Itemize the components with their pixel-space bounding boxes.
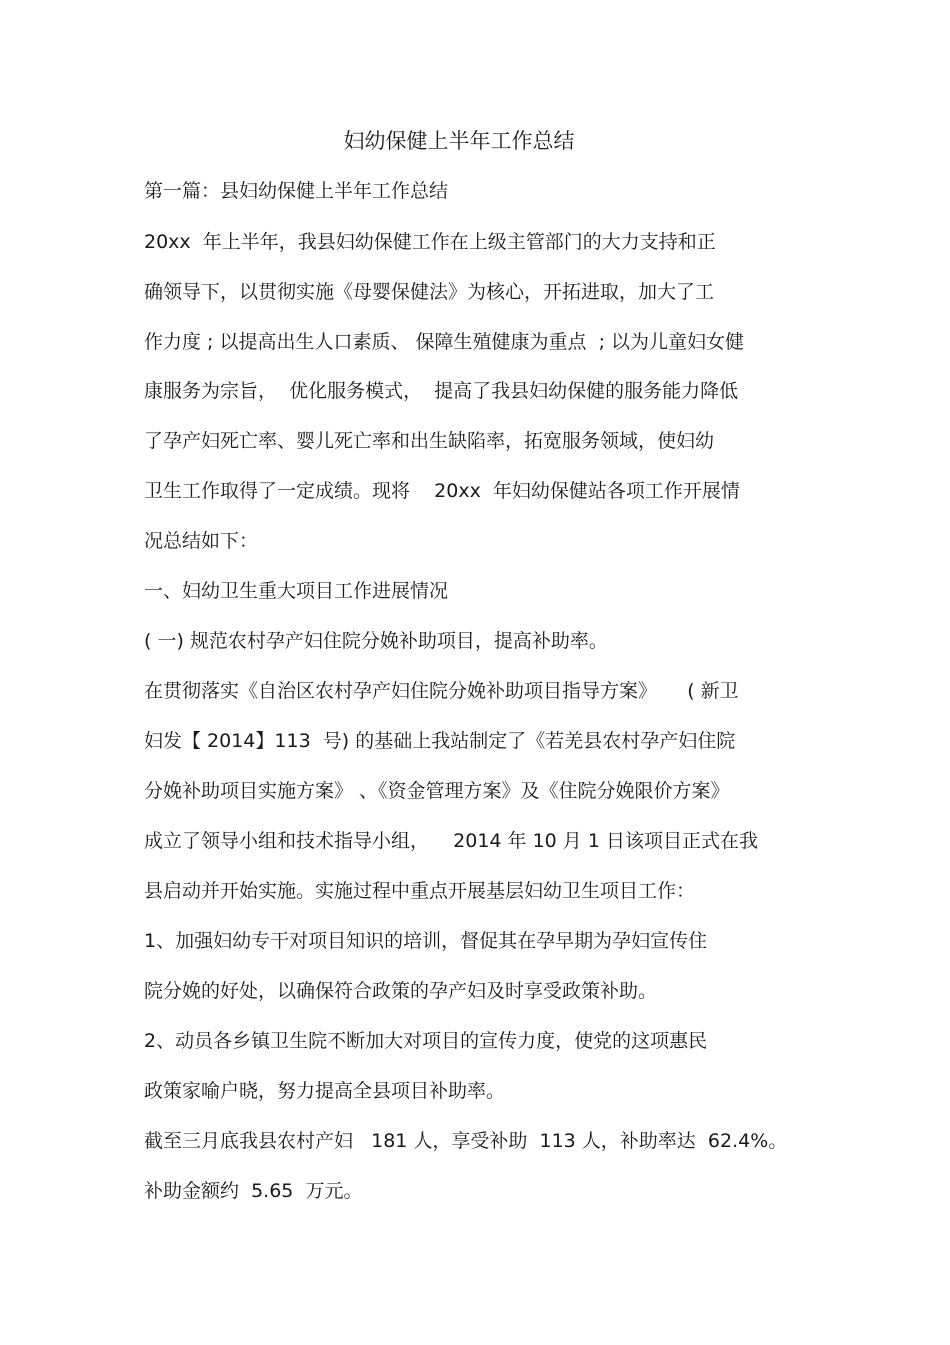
text-line: 卫生工作取得了一定成绩。现将 20xx 年妇幼保健站各项工作开展情 bbox=[144, 480, 740, 502]
text-line: 妇发【 2014】113 号) 的基础上我站制定了《若羌县农村孕产妇住院 bbox=[144, 730, 736, 752]
section-heading: 一、妇幼卫生重大项目工作进展情况 bbox=[144, 580, 449, 602]
list-item: 1、加强妇幼专干对项目知识的培训，督促其在孕早期为孕妇宣传住 bbox=[144, 930, 708, 952]
text-line: 在贯彻落实《自治区农村孕产妇住院分娩补助项目指导方案》 ( 新卫 bbox=[144, 680, 739, 702]
list-item: 2、动员各乡镇卫生院不断加大对项目的宣传力度，使党的这项惠民 bbox=[144, 1030, 708, 1052]
text-line: 20xx 年上半年，我县妇幼保健工作在上级主管部门的大力支持和正 bbox=[144, 231, 716, 253]
page-title: 妇幼保健上半年工作总结 bbox=[343, 129, 575, 153]
text-line: 第一篇：县妇幼保健上半年工作总结 bbox=[144, 180, 449, 202]
text-line: 确领导下，以贯彻实施《母婴保健法》为核心，开拓进取，加大了工 bbox=[144, 281, 715, 303]
text-line: 了孕产妇死亡率、婴儿死亡率和出生缺陷率，拓宽服务领域，使妇幼 bbox=[144, 430, 715, 452]
text-line: 补助金额约 5.65 万元。 bbox=[144, 1180, 363, 1202]
text-line: 康服务为宗旨， 优化服务模式， 提高了我县妇幼保健的服务能力降低 bbox=[144, 380, 739, 402]
text-line: 县启动并开始实施。实施过程中重点开展基层妇幼卫生项目工作： bbox=[144, 880, 696, 902]
text-line: 分娩补助项目实施方案》 、《资金管理方案》及《住院分娩限价方案》 bbox=[144, 780, 730, 802]
text-line: 况总结如下： bbox=[144, 530, 259, 552]
subsection-heading: ( 一) 规范农村孕产妇住院分娩补助项目，提高补助率。 bbox=[144, 630, 608, 652]
text-line: 成立了领导小组和技术指导小组， 2014 年 10 月 1 日该项目正式在我 bbox=[144, 830, 758, 852]
text-line: 政策家喻户晓，努力提高全县项目补助率。 bbox=[144, 1080, 506, 1102]
text-line: 截至三月底我县农村产妇 181 人，享受补助 113 人，补助率达 62.4%。 bbox=[144, 1130, 788, 1152]
text-line: 院分娩的好处，以确保符合政策的孕产妇及时享受政策补助。 bbox=[144, 980, 658, 1002]
text-line: 作力度 ; 以提高出生人口素质、 保障生殖健康为重点 ; 以为儿童妇女健 bbox=[144, 331, 745, 353]
